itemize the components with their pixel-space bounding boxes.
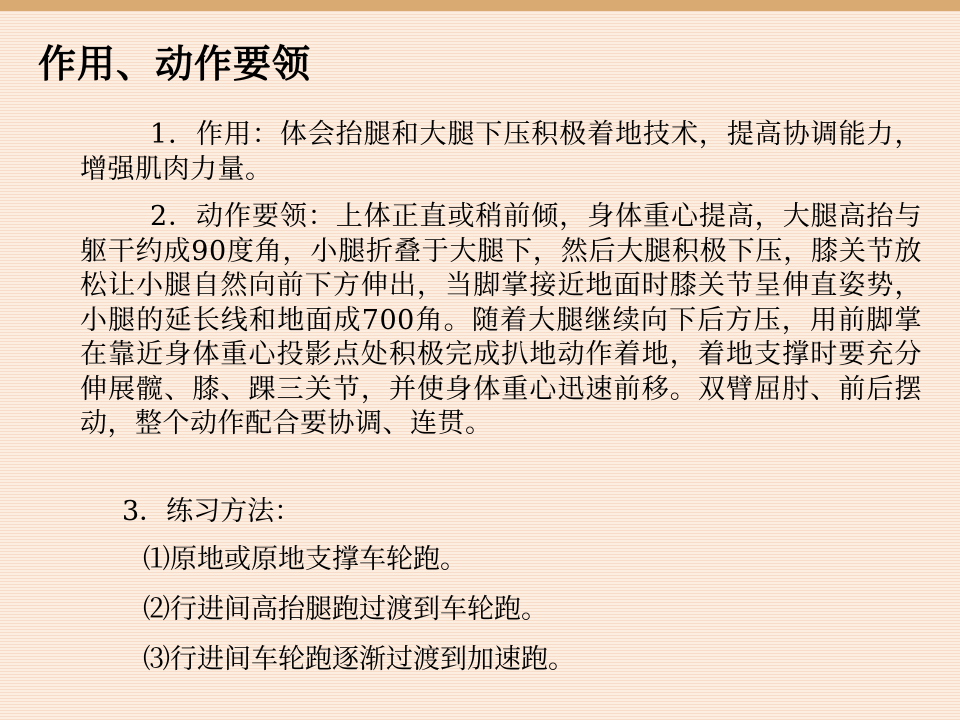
practice-item: ⑶行进间车轮跑逐渐过渡到加速跑。 xyxy=(143,644,575,675)
practice-item: ⑴原地或原地支撑车轮跑。 xyxy=(143,544,467,575)
paragraph-technique: 2．动作要领：上体正直或稍前倾，身体重心提高，大腿高抬与躯干约成90度角，小腿折叠于大腿下，然后大腿积极下压，膝关节放松让小腿自然向前下方伸出，当脚掌接近地面时膝关节呈伸直姿势，小腿的延长线和地面成700角。随着大腿继续向下后方压，用前脚掌在靠近身体重心投影点处积极完成扒地动作着地，着地支撑时要充分伸展髋、膝、踝三关节，并使身体重心迅速前移。双臂屈肘、前后摆动，整个动作配合要协调、连贯。 xyxy=(80,201,922,439)
paragraph-practice-heading: 3．练习方法： xyxy=(122,496,302,527)
top-accent-bar xyxy=(0,0,960,11)
paragraph-function: 1．作用：体会抬腿和大腿下压积极着地技术，提高协调能力，增强肌肉力量。 xyxy=(80,119,922,185)
practice-item: ⑵行进间高抬腿跑过渡到车轮跑。 xyxy=(143,594,548,625)
slide-title: 作用、动作要领 xyxy=(38,42,312,86)
